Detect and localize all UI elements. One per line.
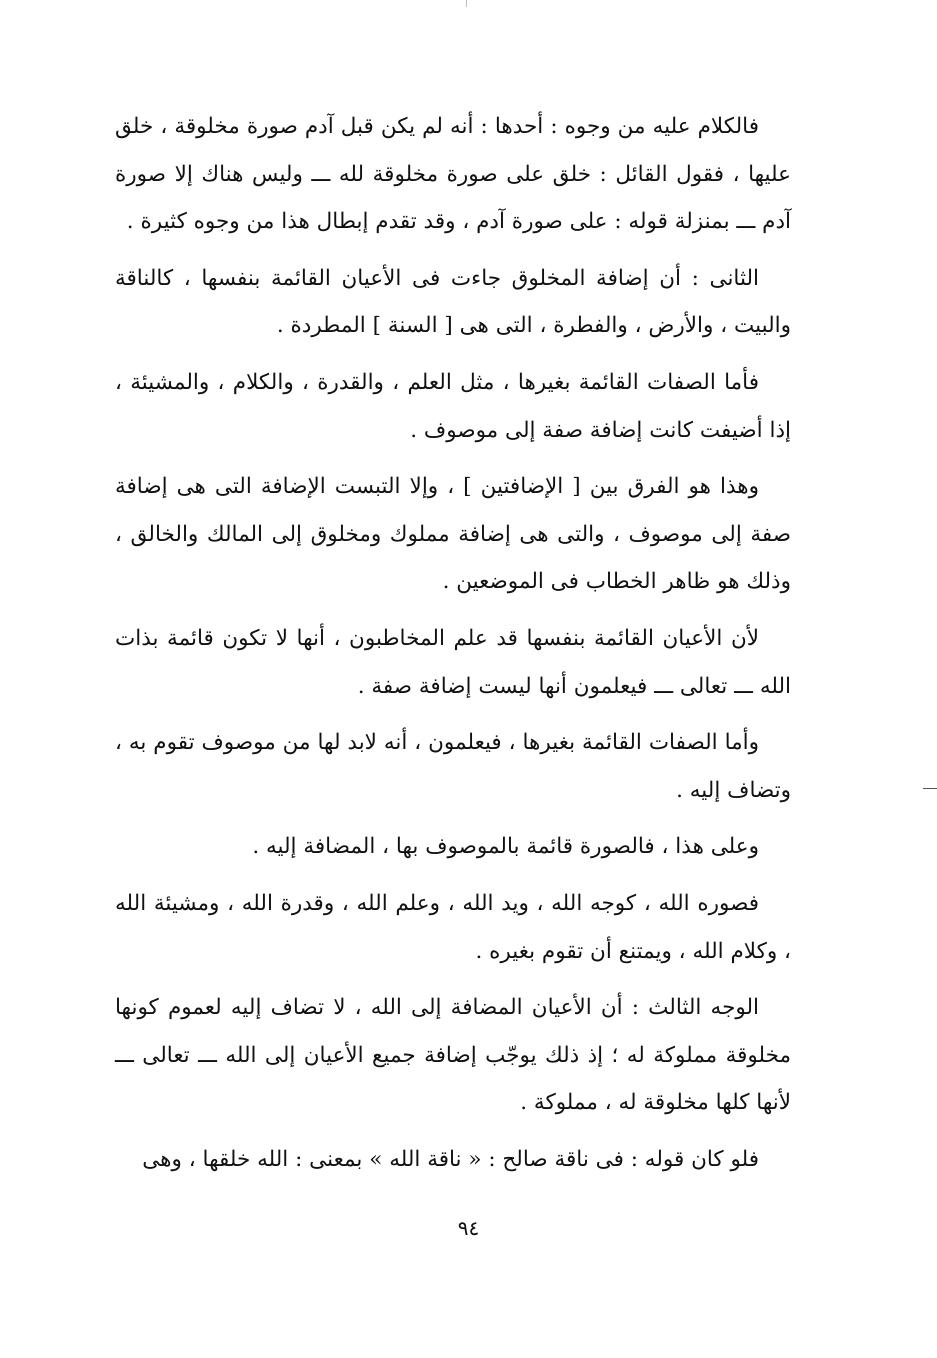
page-number: ٩٤ — [457, 1216, 480, 1240]
paragraph-9: الوجه الثالث : أن الأعيان المضافة إلى الله ، لا تضاف إليه لعموم كونها مخلوقة مملوكة له ؛ إذ ذلك يوجّب إضافة جميع الأعيان إلى الله ـــ تعالى ـــ لأنها كلها مخلوقة له ، مملوكة . — [115, 995, 791, 1116]
scan-edge-mark — [923, 788, 937, 789]
paragraph-5: لأن الأعيان القائمة بنفسها قد علم المخاطبون ، أنها لا تكون قائمة بذات الله ـــ تعالى ـــ فيعلمون أنها ليست إضافة صفة . — [115, 625, 791, 699]
paragraph-4: وهذا هو الفرق بين [ الإضافتين ] ، وإلا التبست الإضافة التى هى إضافة صفة إلى موصوف ، والتى هى إضافة مملوك ومخلوق إلى المالك والخالق ، وذلك هو ظاهر الخطاب فى الموضعين . — [115, 474, 791, 595]
paragraph-2: الثانى : أن إضافة المخلوق جاءت فى الأعيان القائمة بنفسها ، كالناقة والبيت ، والأرض ، والفطرة ، التى هى [ السنة ] المطردة . — [115, 265, 791, 339]
paragraph-10: فلو كان قوله : فى ناقة صالح : « ناقة الله » بمعنى : الله خلقها ، وهى — [142, 1146, 759, 1172]
paragraph-6: وأما الصفات القائمة بغيرها ، فيعلمون ، أنه لابد لها من موصوف تقوم به ، وتضاف إليه . — [115, 730, 791, 803]
scan-tick-mark — [466, 0, 467, 7]
paragraph-8: فصوره الله ، كوجه الله ، ويد الله ، وعلم الله ، وقدرة الله ، ومشيئة الله ، وكلام الله ، ويمتنع أن تقوم بغيره . — [115, 890, 791, 964]
paragraph-1: فالكلام عليه من وجوه : أحدها : أنه لم يكن قبل آدم صورة مخلوقة ، خلق عليها ، فقول القائل : خلق على صورة مخلوقة لله ـــ وليس هناك إلا صورة آدم ـــ بمنزلة قوله : على صورة آدم ، وقد تقدم إبطال هذا من وجوه كثيرة . — [115, 114, 791, 235]
body-text — [115, 103, 791, 1192]
paragraph-7: وعلى هذا ، فالصورة قائمة بالموصوف بها ، المضافة إليه . — [252, 834, 759, 860]
paragraph-3: فأما الصفات القائمة بغيرها ، مثل العلم ، والقدرة ، والكلام ، والمشيئة ، إذا أضيفت كانت إضافة صفة إلى موصوف . — [115, 369, 791, 443]
